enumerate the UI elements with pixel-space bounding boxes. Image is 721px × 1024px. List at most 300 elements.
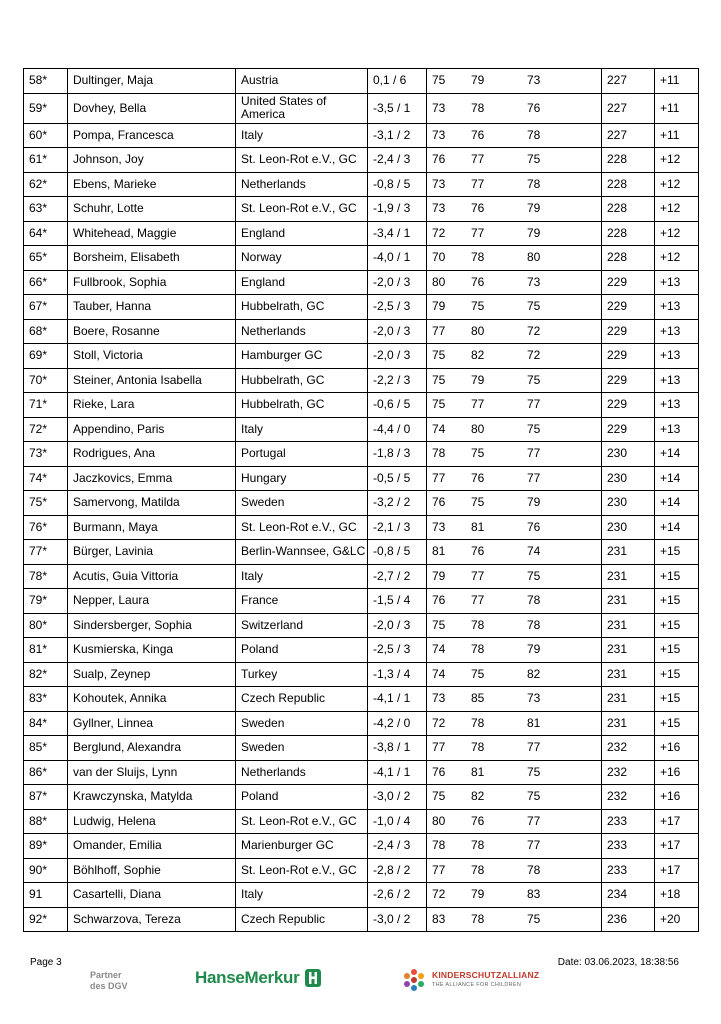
cell-nation-club: Norway	[236, 246, 368, 271]
cell-round-3: 78	[522, 613, 602, 638]
table-row	[24, 736, 699, 761]
cell-total: 228	[602, 221, 655, 246]
cell-nation-club: England	[236, 270, 368, 295]
cell-round-2: 76	[466, 197, 522, 222]
table-row	[24, 613, 699, 638]
cell-round-3: 77	[522, 442, 602, 467]
cell-handicap: -3,4 / 1	[368, 221, 427, 246]
cell-rank: 90*	[24, 858, 68, 883]
cell-nation-club: St. Leon-Rot e.V., GC	[236, 148, 368, 173]
cell-round-3: 76	[522, 515, 602, 540]
cell-rank: 61*	[24, 148, 68, 173]
cell-to-par: +13	[655, 393, 699, 418]
cell-nation-club: United States of America	[236, 93, 368, 123]
cell-total: 229	[602, 319, 655, 344]
cell-player-name: Kusmierska, Kinga	[68, 638, 236, 663]
cell-nation-club: Hubbelrath, GC	[236, 393, 368, 418]
cell-round-3: 75	[522, 760, 602, 785]
cell-nation-club: Czech Republic	[236, 907, 368, 932]
cell-round-3: 74	[522, 540, 602, 565]
table-row	[24, 785, 699, 810]
cell-player-name: Krawczynska, Matylda	[68, 785, 236, 810]
cell-nation-club: England	[236, 221, 368, 246]
cell-total: 230	[602, 466, 655, 491]
cell-player-name: Acutis, Guia Vittoria	[68, 564, 236, 589]
cell-total: 229	[602, 368, 655, 393]
cell-round-2: 77	[466, 564, 522, 589]
cell-total: 231	[602, 711, 655, 736]
cell-player-name: Whitehead, Maggie	[68, 221, 236, 246]
cell-round-3: 82	[522, 662, 602, 687]
cell-nation-club: Italy	[236, 883, 368, 908]
table-row	[24, 442, 699, 467]
cell-handicap: 0,1 / 6	[368, 69, 427, 94]
cell-to-par: +12	[655, 197, 699, 222]
cell-nation-club: St. Leon-Rot e.V., GC	[236, 858, 368, 883]
cell-player-name: Kohoutek, Annika	[68, 687, 236, 712]
cell-rank: 64*	[24, 221, 68, 246]
cell-player-name: Rieke, Lara	[68, 393, 236, 418]
cell-round-2: 75	[466, 491, 522, 516]
cell-handicap: -2,5 / 3	[368, 295, 427, 320]
cell-rank: 85*	[24, 736, 68, 761]
cell-round-3: 72	[522, 344, 602, 369]
cell-to-par: +13	[655, 344, 699, 369]
hansemerkur-logo	[195, 968, 323, 988]
cell-rank: 70*	[24, 368, 68, 393]
cell-player-name: Böhlhoff, Sophie	[68, 858, 236, 883]
cell-nation-club: Hungary	[236, 466, 368, 491]
cell-round-1: 76	[427, 491, 467, 516]
cell-round-2: 77	[466, 393, 522, 418]
cell-round-2: 77	[466, 148, 522, 173]
cell-round-3: 83	[522, 883, 602, 908]
cell-handicap: -3,1 / 2	[368, 123, 427, 148]
table-row	[24, 540, 699, 565]
cell-round-2: 78	[466, 711, 522, 736]
cell-to-par: +12	[655, 246, 699, 271]
cell-rank: 75*	[24, 491, 68, 516]
cell-handicap: -2,0 / 3	[368, 613, 427, 638]
cell-round-2: 81	[466, 515, 522, 540]
cell-to-par: +15	[655, 638, 699, 663]
cell-player-name: Nepper, Laura	[68, 589, 236, 614]
cell-round-2: 81	[466, 760, 522, 785]
cell-round-3: 78	[522, 123, 602, 148]
cell-round-1: 70	[427, 246, 467, 271]
cell-to-par: +12	[655, 221, 699, 246]
cell-round-2: 75	[466, 295, 522, 320]
cell-total: 230	[602, 515, 655, 540]
cell-player-name: Schwarzova, Tereza	[68, 907, 236, 932]
cell-handicap: -2,0 / 3	[368, 270, 427, 295]
cell-round-3: 77	[522, 736, 602, 761]
cell-to-par: +14	[655, 515, 699, 540]
cell-round-2: 78	[466, 907, 522, 932]
cell-total: 229	[602, 393, 655, 418]
cell-round-3: 80	[522, 246, 602, 271]
cell-total: 232	[602, 760, 655, 785]
cell-nation-club: Austria	[236, 69, 368, 94]
cell-nation-club: Netherlands	[236, 172, 368, 197]
table-row	[24, 907, 699, 932]
cell-handicap: -1,8 / 3	[368, 442, 427, 467]
cell-nation-club: Poland	[236, 638, 368, 663]
cell-handicap: -2,8 / 2	[368, 858, 427, 883]
cell-to-par: +16	[655, 736, 699, 761]
cell-round-2: 85	[466, 687, 522, 712]
cell-to-par: +14	[655, 491, 699, 516]
cell-round-1: 78	[427, 834, 467, 859]
cell-round-1: 75	[427, 344, 467, 369]
cell-player-name: Omander, Emilia	[68, 834, 236, 859]
cell-total: 231	[602, 662, 655, 687]
cell-rank: 63*	[24, 197, 68, 222]
cell-nation-club: Berlin-Wannsee, G&LC	[236, 540, 368, 565]
table-row	[24, 858, 699, 883]
cell-total: 227	[602, 69, 655, 94]
cell-to-par: +13	[655, 270, 699, 295]
cell-total: 228	[602, 148, 655, 173]
cell-round-1: 75	[427, 785, 467, 810]
cell-round-2: 80	[466, 417, 522, 442]
cell-round-3: 75	[522, 785, 602, 810]
cell-nation-club: Italy	[236, 123, 368, 148]
cell-rank: 87*	[24, 785, 68, 810]
results-table	[23, 68, 699, 932]
cell-round-1: 75	[427, 393, 467, 418]
table-row	[24, 319, 699, 344]
cell-round-1: 76	[427, 760, 467, 785]
cell-player-name: van der Sluijs, Lynn	[68, 760, 236, 785]
cell-total: 234	[602, 883, 655, 908]
cell-nation-club: Marienburger GC	[236, 834, 368, 859]
cell-round-3: 77	[522, 834, 602, 859]
hansemerkur-wordmark: HanseMerkur	[195, 968, 300, 987]
cell-rank: 80*	[24, 613, 68, 638]
cell-round-2: 82	[466, 344, 522, 369]
cell-handicap: -2,4 / 3	[368, 834, 427, 859]
cell-round-1: 76	[427, 589, 467, 614]
results-table-body	[24, 69, 699, 932]
cell-handicap: -4,1 / 1	[368, 687, 427, 712]
cell-total: 231	[602, 638, 655, 663]
cell-rank: 82*	[24, 662, 68, 687]
cell-round-2: 80	[466, 319, 522, 344]
cell-round-1: 76	[427, 148, 467, 173]
cell-nation-club: Netherlands	[236, 760, 368, 785]
table-row	[24, 344, 699, 369]
cell-round-3: 75	[522, 295, 602, 320]
cell-to-par: +11	[655, 123, 699, 148]
cell-round-3: 79	[522, 638, 602, 663]
cell-to-par: +16	[655, 785, 699, 810]
cell-handicap: -2,4 / 3	[368, 148, 427, 173]
cell-round-1: 77	[427, 319, 467, 344]
table-row	[24, 760, 699, 785]
cell-round-3: 77	[522, 393, 602, 418]
table-row	[24, 809, 699, 834]
cell-round-1: 83	[427, 907, 467, 932]
cell-to-par: +15	[655, 711, 699, 736]
cell-to-par: +17	[655, 834, 699, 859]
cell-round-3: 77	[522, 466, 602, 491]
cell-handicap: -0,6 / 5	[368, 393, 427, 418]
cell-round-2: 78	[466, 736, 522, 761]
cell-round-1: 73	[427, 515, 467, 540]
cell-round-1: 73	[427, 123, 467, 148]
cell-total: 233	[602, 858, 655, 883]
cell-round-2: 78	[466, 246, 522, 271]
cell-total: 231	[602, 613, 655, 638]
cell-player-name: Gyllner, Linnea	[68, 711, 236, 736]
partner-line-1: Partner	[90, 970, 122, 980]
cell-rank: 84*	[24, 711, 68, 736]
cell-round-2: 75	[466, 442, 522, 467]
cell-rank: 89*	[24, 834, 68, 859]
hansemerkur-mark-icon	[303, 968, 323, 988]
cell-to-par: +17	[655, 809, 699, 834]
cell-total: 229	[602, 295, 655, 320]
cell-nation-club: Hubbelrath, GC	[236, 368, 368, 393]
cell-rank: 78*	[24, 564, 68, 589]
cell-round-3: 78	[522, 172, 602, 197]
cell-round-3: 73	[522, 270, 602, 295]
table-row	[24, 491, 699, 516]
cell-round-2: 77	[466, 172, 522, 197]
cell-total: 230	[602, 442, 655, 467]
cell-to-par: +20	[655, 907, 699, 932]
cell-round-1: 77	[427, 736, 467, 761]
cell-player-name: Bürger, Lavinia	[68, 540, 236, 565]
cell-total: 233	[602, 809, 655, 834]
cell-total: 233	[602, 834, 655, 859]
cell-round-2: 78	[466, 858, 522, 883]
table-row	[24, 69, 699, 94]
cell-total: 232	[602, 785, 655, 810]
cell-total: 231	[602, 540, 655, 565]
cell-total: 228	[602, 172, 655, 197]
cell-round-1: 77	[427, 858, 467, 883]
cell-round-1: 81	[427, 540, 467, 565]
cell-nation-club: St. Leon-Rot e.V., GC	[236, 515, 368, 540]
cell-to-par: +16	[655, 760, 699, 785]
cell-to-par: +12	[655, 148, 699, 173]
table-row	[24, 197, 699, 222]
cell-handicap: -0,8 / 5	[368, 172, 427, 197]
cell-player-name: Samervong, Matilda	[68, 491, 236, 516]
cell-round-3: 73	[522, 687, 602, 712]
cell-player-name: Schuhr, Lotte	[68, 197, 236, 222]
cell-to-par: +15	[655, 564, 699, 589]
cell-total: 228	[602, 197, 655, 222]
cell-to-par: +15	[655, 540, 699, 565]
cell-round-3: 78	[522, 589, 602, 614]
cell-round-3: 81	[522, 711, 602, 736]
table-row	[24, 662, 699, 687]
cell-round-1: 73	[427, 172, 467, 197]
table-row	[24, 589, 699, 614]
cell-total: 231	[602, 589, 655, 614]
table-row	[24, 417, 699, 442]
cell-handicap: -3,2 / 2	[368, 491, 427, 516]
cell-total: 236	[602, 907, 655, 932]
cell-rank: 92*	[24, 907, 68, 932]
cell-to-par: +13	[655, 368, 699, 393]
cell-total: 231	[602, 687, 655, 712]
cell-rank: 65*	[24, 246, 68, 271]
cell-handicap: -4,0 / 1	[368, 246, 427, 271]
table-row	[24, 883, 699, 908]
cell-handicap: -1,5 / 4	[368, 589, 427, 614]
kinderschutzallianz-logo	[400, 966, 539, 994]
table-row	[24, 515, 699, 540]
cell-round-1: 73	[427, 197, 467, 222]
cell-to-par: +15	[655, 613, 699, 638]
cell-player-name: Borsheim, Elisabeth	[68, 246, 236, 271]
cell-rank: 76*	[24, 515, 68, 540]
cell-round-2: 79	[466, 69, 522, 94]
cell-nation-club: Czech Republic	[236, 687, 368, 712]
cell-rank: 68*	[24, 319, 68, 344]
cell-round-2: 79	[466, 883, 522, 908]
cell-nation-club: Netherlands	[236, 319, 368, 344]
cell-round-3: 76	[522, 93, 602, 123]
cell-to-par: +15	[655, 687, 699, 712]
cell-rank: 81*	[24, 638, 68, 663]
cell-player-name: Appendino, Paris	[68, 417, 236, 442]
cell-player-name: Sindersberger, Sophia	[68, 613, 236, 638]
cell-nation-club: Hamburger GC	[236, 344, 368, 369]
cell-round-2: 77	[466, 589, 522, 614]
cell-round-2: 76	[466, 809, 522, 834]
cell-handicap: -4,4 / 0	[368, 417, 427, 442]
cell-total: 227	[602, 123, 655, 148]
kinderschutzallianz-mark-icon	[400, 966, 428, 994]
cell-nation-club: Turkey	[236, 662, 368, 687]
cell-round-1: 72	[427, 883, 467, 908]
table-row	[24, 295, 699, 320]
cell-round-2: 76	[466, 123, 522, 148]
table-row	[24, 711, 699, 736]
cell-handicap: -1,3 / 4	[368, 662, 427, 687]
cell-to-par: +11	[655, 93, 699, 123]
cell-round-1: 78	[427, 442, 467, 467]
cell-nation-club: Italy	[236, 564, 368, 589]
cell-player-name: Ebens, Marieke	[68, 172, 236, 197]
cell-nation-club: Italy	[236, 417, 368, 442]
cell-player-name: Steiner, Antonia Isabella	[68, 368, 236, 393]
cell-round-1: 80	[427, 809, 467, 834]
cell-nation-club: St. Leon-Rot e.V., GC	[236, 197, 368, 222]
cell-round-1: 75	[427, 613, 467, 638]
cell-nation-club: Poland	[236, 785, 368, 810]
cell-round-2: 76	[466, 540, 522, 565]
cell-round-2: 78	[466, 834, 522, 859]
cell-round-1: 74	[427, 417, 467, 442]
cell-nation-club: Sweden	[236, 711, 368, 736]
table-row	[24, 687, 699, 712]
alliance-subtitle: THE ALLIANCE FOR CHILDREN	[432, 982, 522, 988]
cell-round-3: 75	[522, 907, 602, 932]
cell-rank: 83*	[24, 687, 68, 712]
cell-to-par: +13	[655, 417, 699, 442]
cell-round-2: 82	[466, 785, 522, 810]
cell-player-name: Rodrigues, Ana	[68, 442, 236, 467]
table-row	[24, 93, 699, 123]
cell-round-2: 77	[466, 221, 522, 246]
cell-player-name: Ludwig, Helena	[68, 809, 236, 834]
partner-dgv-label	[90, 970, 128, 992]
cell-round-1: 74	[427, 638, 467, 663]
cell-round-1: 80	[427, 270, 467, 295]
cell-to-par: +13	[655, 295, 699, 320]
cell-rank: 88*	[24, 809, 68, 834]
cell-total: 228	[602, 246, 655, 271]
table-row	[24, 123, 699, 148]
cell-rank: 86*	[24, 760, 68, 785]
cell-round-3: 73	[522, 69, 602, 94]
cell-round-3: 79	[522, 221, 602, 246]
cell-nation-club: Sweden	[236, 736, 368, 761]
cell-rank: 77*	[24, 540, 68, 565]
cell-handicap: -2,1 / 3	[368, 515, 427, 540]
cell-round-2: 75	[466, 662, 522, 687]
table-row	[24, 148, 699, 173]
cell-nation-club: France	[236, 589, 368, 614]
cell-player-name: Sualp, Zeynep	[68, 662, 236, 687]
cell-round-3: 79	[522, 197, 602, 222]
cell-handicap: -0,5 / 5	[368, 466, 427, 491]
cell-player-name: Casartelli, Diana	[68, 883, 236, 908]
cell-round-3: 75	[522, 417, 602, 442]
cell-round-1: 73	[427, 687, 467, 712]
cell-player-name: Burmann, Maya	[68, 515, 236, 540]
cell-to-par: +11	[655, 69, 699, 94]
cell-total: 229	[602, 270, 655, 295]
cell-handicap: -3,0 / 2	[368, 907, 427, 932]
cell-player-name: Johnson, Joy	[68, 148, 236, 173]
cell-total: 227	[602, 93, 655, 123]
cell-handicap: -3,8 / 1	[368, 736, 427, 761]
cell-round-3: 72	[522, 319, 602, 344]
cell-handicap: -3,0 / 2	[368, 785, 427, 810]
cell-player-name: Jaczkovics, Emma	[68, 466, 236, 491]
table-row	[24, 270, 699, 295]
cell-rank: 69*	[24, 344, 68, 369]
cell-round-1: 72	[427, 711, 467, 736]
cell-round-1: 73	[427, 93, 467, 123]
alliance-title: KINDERSCHUTZALLIANZ	[432, 970, 540, 980]
cell-player-name: Pompa, Francesca	[68, 123, 236, 148]
cell-total: 229	[602, 417, 655, 442]
cell-rank: 91	[24, 883, 68, 908]
table-row	[24, 564, 699, 589]
cell-nation-club: Switzerland	[236, 613, 368, 638]
cell-round-3: 75	[522, 564, 602, 589]
cell-round-2: 76	[466, 466, 522, 491]
cell-rank: 71*	[24, 393, 68, 418]
cell-player-name: Dovhey, Bella	[68, 93, 236, 123]
cell-to-par: +17	[655, 858, 699, 883]
cell-player-name: Dultinger, Maja	[68, 69, 236, 94]
cell-handicap: -1,0 / 4	[368, 809, 427, 834]
table-row	[24, 393, 699, 418]
cell-handicap: -3,5 / 1	[368, 93, 427, 123]
cell-to-par: +12	[655, 172, 699, 197]
cell-total: 230	[602, 491, 655, 516]
cell-player-name: Boere, Rosanne	[68, 319, 236, 344]
